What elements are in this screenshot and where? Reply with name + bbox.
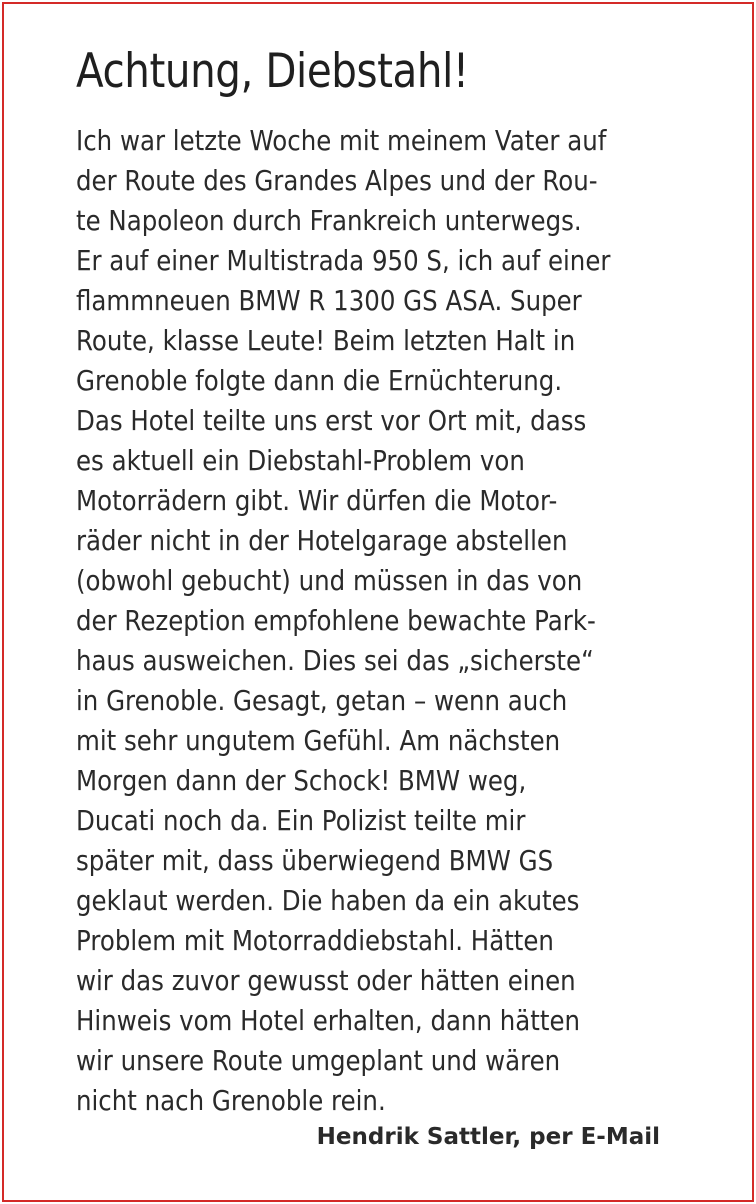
body-line: wir das zuvor gewusst oder hätten einen <box>76 966 576 997</box>
body-line: te Napoleon durch Frankreich unterwegs. <box>76 206 582 237</box>
body-line: der Route des Grandes Alpes und der Rou- <box>76 166 598 197</box>
body-line: Route, klasse Leute! Beim letzten Halt in <box>76 326 576 357</box>
body-line: flammneuen BMW R 1300 GS ASA. Super <box>76 286 582 317</box>
body-line: Motorrädern gibt. Wir dürfen die Motor- <box>76 486 558 517</box>
body-line: später mit, dass überwiegend BMW GS <box>76 846 554 877</box>
body-line: (obwohl gebucht) und müssen in das von <box>76 566 583 597</box>
body-line: in Grenoble. Gesagt, getan – wenn auch <box>76 686 568 717</box>
body-line: haus ausweichen. Dies sei das „sicherste“ <box>76 646 594 677</box>
body-line: Grenoble folgte dann die Ernüchterung. <box>76 366 563 397</box>
body-line: der Rezeption empfohlene bewachte Park- <box>76 606 596 637</box>
body-line: Morgen dann der Schock! BMW weg, <box>76 766 527 797</box>
letter-body <box>76 122 676 1122</box>
body-line: es aktuell ein Diebstahl-Problem von <box>76 446 525 477</box>
body-line: räder nicht in der Hotelgarage abstellen <box>76 526 568 557</box>
letter-box <box>2 2 754 1202</box>
letter-title: Achtung, Diebstahl! <box>76 44 469 99</box>
body-line: mit sehr ungutem Gefühl. Am nächsten <box>76 726 561 757</box>
body-line: Ducati noch da. Ein Polizist teilte mir <box>76 806 526 837</box>
body-line: geklaut werden. Die haben da ein akutes <box>76 886 580 917</box>
body-line: Problem mit Motorraddiebstahl. Hätten <box>76 926 554 957</box>
body-line: Das Hotel teilte uns erst vor Ort mit, dass <box>76 406 587 437</box>
body-line: wir unsere Route umgeplant und wären <box>76 1046 561 1077</box>
body-line: Hinweis vom Hotel erhalten, dann hätten <box>76 1006 581 1037</box>
letter-signature: Hendrik Sattler, per E-Mail <box>316 1124 660 1150</box>
body-line: nicht nach Grenoble rein. <box>76 1086 386 1117</box>
body-line: Ich war letzte Woche mit meinem Vater auf <box>76 126 607 157</box>
body-line: Er auf einer Multistrada 950 S, ich auf einer <box>76 246 611 277</box>
